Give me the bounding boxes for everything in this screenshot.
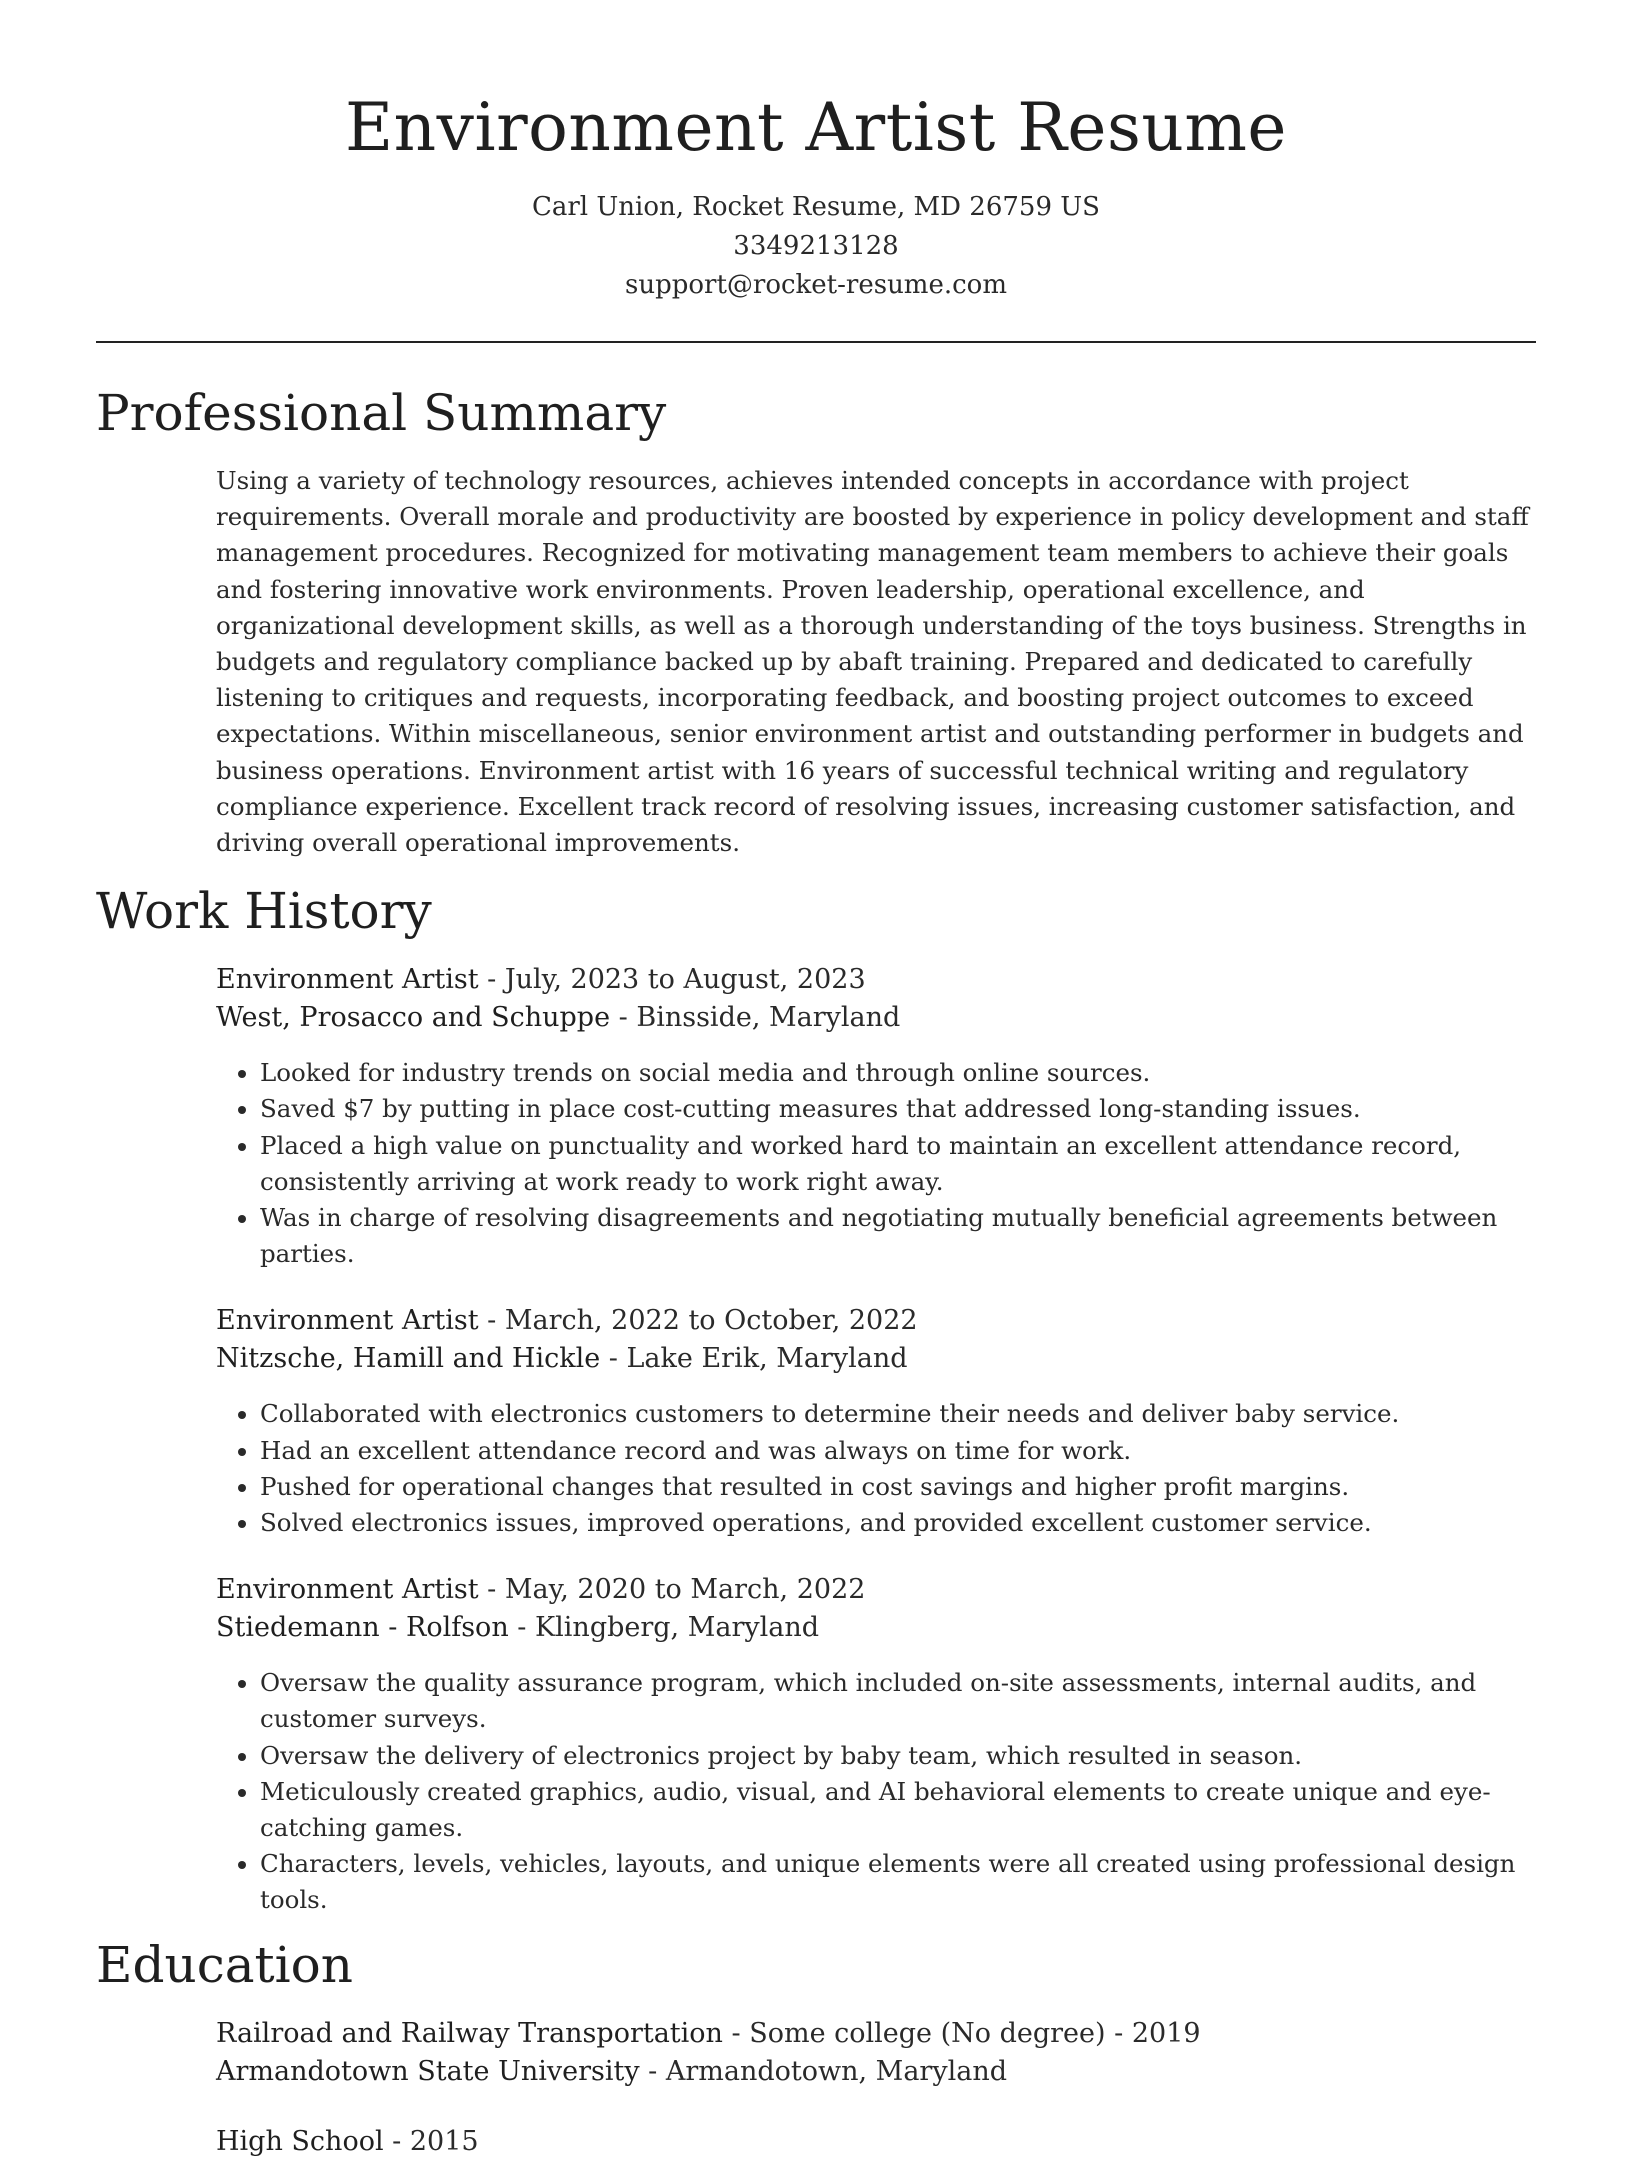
- header-divider: [96, 341, 1536, 343]
- job-company-line: [216, 999, 1536, 1037]
- job-bullets: [216, 1396, 1536, 1541]
- job-title: Environment Artist: [216, 1305, 479, 1337]
- education-field: Railroad and Railway Transportation: [216, 2017, 723, 2049]
- job-location: - Klingberg, Maryland: [508, 1612, 820, 1644]
- job-entry: [216, 961, 1536, 1272]
- job-dates: - March, 2022 to October, 2022: [478, 1305, 918, 1337]
- job-title: Environment Artist: [216, 1574, 479, 1606]
- work-history-heading: Work History: [96, 882, 432, 941]
- resume-page: [96, 0, 1536, 2161]
- education-field-line: [216, 2123, 1536, 2161]
- job-bullet: • Meticulously created graphics, audio, visual, and AI behavioral elements to create unique and eye-catching games.: [260, 1774, 1536, 1846]
- job-bullet: • Saved $7 by putting in place cost-cutting measures that addressed long-standing issues.: [260, 1091, 1536, 1127]
- job-title-line: [216, 1571, 1536, 1609]
- job-bullet: • Solved electronics issues, improved operations, and provided excellent customer service.: [260, 1505, 1536, 1541]
- education-section: [96, 1933, 1536, 2161]
- job-dates: - July, 2023 to August, 2023: [478, 964, 866, 996]
- job-location: - Binsside, Maryland: [610, 1002, 901, 1034]
- job-company: West, Prosacco and Schuppe: [216, 1002, 611, 1034]
- education-heading: Education: [96, 1935, 353, 1994]
- job-bullets: [216, 1665, 1536, 1918]
- job-bullet: • Placed a high value on punctuality and worked hard to maintain an excellent attendance record, consistently arriving at work ready to work right away.: [260, 1128, 1536, 1200]
- summary-heading: Professional Summary: [96, 384, 667, 442]
- job-dates: - May, 2020 to March, 2022: [478, 1574, 866, 1606]
- job-bullet: • Oversaw the delivery of electronics project by baby team, which resulted in season.: [260, 1738, 1536, 1774]
- job-bullet: • Had an excellent attendance record and was always on time for work.: [260, 1433, 1536, 1469]
- education-entry: [216, 2123, 1536, 2161]
- contact-address: Carl Union, Rocket Resume, MD 26759 US: [531, 192, 1100, 222]
- education-entry: [216, 2015, 1536, 2091]
- job-title: Environment Artist: [216, 964, 479, 996]
- job-bullet: • Characters, levels, vehicles, layouts, and unique elements were all created using professional design tools.: [260, 1846, 1536, 1918]
- job-bullet: • Oversaw the quality assurance program, which included on-site assessments, internal audits, and customer surveys.: [260, 1665, 1536, 1737]
- job-title-line: [216, 1302, 1536, 1340]
- summary-text: Using a variety of technology resources, achieves intended concepts in accordance with project requirements. Overall morale and productivity are boosted by experience in policy development and staff management procedures. Recognized for motivating management team members to achieve their goals and fostering innovative work environments. Proven leadership, operational excellence, and organizational development skills, as well as a thorough understanding of the toys business. Strengths in budgets and regulatory compliance backed up by abaft training. Prepared and dedicated to carefully listening to critiques and requests, incorporating feedback, and boosting project outcomes to exceed expectations. Within miscellaneous, senior environment artist and outstanding performer in budgets and business operations. Environment artist with 16 years of successful technical writing and regulatory compliance experience. Excellent track record of resolving issues, increasing customer satisfaction, and driving overall operational improvements.: [216, 466, 1529, 858]
- job-bullet: • Collaborated with electronics customers to determine their needs and deliver baby service.: [260, 1396, 1536, 1432]
- job-bullets: [216, 1055, 1536, 1272]
- summary-section: [96, 381, 1536, 861]
- work-history-section: [96, 879, 1536, 1918]
- job-title-line: [216, 961, 1536, 999]
- job-company: Nitzsche, Hamill and Hickle: [216, 1343, 601, 1375]
- job-location: - Lake Erik, Maryland: [600, 1343, 908, 1375]
- job-bullet: • Looked for industry trends on social media and through online sources.: [260, 1055, 1536, 1091]
- contact-block: [96, 188, 1536, 305]
- job-company-line: [216, 1609, 1536, 1647]
- education-detail: - Some college (No degree) - 2019: [722, 2017, 1201, 2049]
- education-location: - Armandotown, Maryland: [639, 2055, 1007, 2087]
- contact-phone: 3349213128: [733, 231, 899, 261]
- job-entry: [216, 1302, 1536, 1541]
- job-entry: [216, 1571, 1536, 1918]
- education-school-line: [216, 2053, 1536, 2091]
- education-field: High School: [216, 2125, 384, 2157]
- education-detail: - 2015: [383, 2125, 479, 2157]
- contact-email: support@rocket-resume.com: [624, 270, 1007, 300]
- job-bullet: • Pushed for operational changes that resulted in cost savings and higher profit margins.: [260, 1469, 1536, 1505]
- resume-header: [96, 0, 1536, 305]
- job-company: Stiedemann - Rolfson: [216, 1612, 509, 1644]
- education-field-line: [216, 2015, 1536, 2053]
- resume-title: Environment Artist Resume: [344, 89, 1287, 166]
- education-school: Armandotown State University: [216, 2055, 640, 2087]
- job-company-line: [216, 1340, 1536, 1378]
- job-bullet: • Was in charge of resolving disagreements and negotiating mutually beneficial agreements between parties.: [260, 1200, 1536, 1272]
